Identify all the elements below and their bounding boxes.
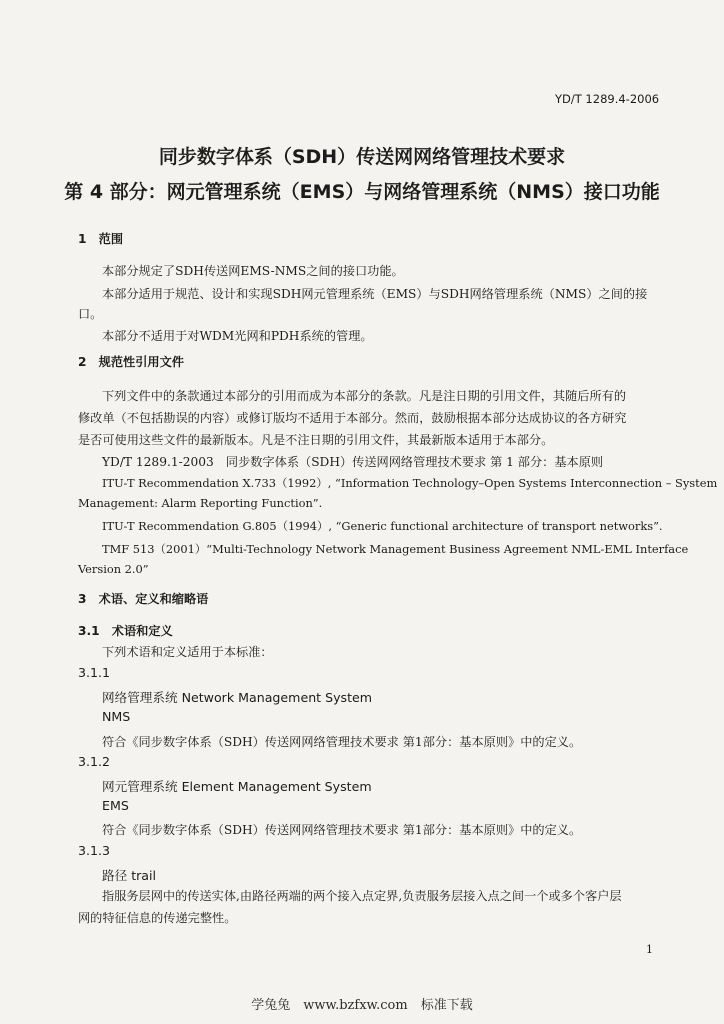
section-1-paragraph-1: 本部分规定了SDH传送网EMS-NMS之间的接口功能。 (102, 264, 404, 278)
page-number: 1 (646, 943, 653, 956)
section-1-heading: 1 范围 (78, 232, 124, 246)
reference-4-line-1: TMF 513（2001）“Multi-Technology Network Management Business Agreement NML-EML Interface (102, 542, 689, 556)
term-3-1-1-name: 网络管理系统 Network Management System (102, 690, 373, 705)
term-3-1-3-number: 3.1.3 (78, 843, 111, 858)
section-2-paragraph-line-3: 是否可使用这些文件的最新版本。凡是不注日期的引用文件，其最新版本适用于本部分。 (78, 433, 554, 447)
section-1-paragraph-3: 本部分不适用于对WDM光网和PDH系统的管理。 (102, 329, 373, 343)
term-3-1-1-number: 3.1.1 (78, 665, 111, 680)
term-3-1-2-definition: 符合《同步数字体系（SDH）传送网网络管理技术要求 第1部分：基本原则》中的定义。 (102, 823, 582, 837)
section-3-1-heading: 3.1 术语和定义 (78, 624, 173, 638)
term-3-1-2-number: 3.1.2 (78, 754, 111, 769)
term-3-1-1-definition: 符合《同步数字体系（SDH）传送网网络管理技术要求 第1部分：基本原则》中的定义。 (102, 735, 582, 749)
term-3-1-3-name: 路径 trail (102, 868, 157, 883)
document-title-line1: 同步数字体系（SDH）传送网网络管理技术要求 (158, 146, 566, 168)
section-1-paragraph-2-line-1: 本部分适用于规范、设计和实现SDH网元管理系统（EMS）与SDH网络管理系统（NMS）之间的接 (102, 287, 648, 301)
section-3-heading: 3 术语、定义和缩略语 (78, 592, 209, 606)
section-2-paragraph-line-1: 下列文件中的条款通过本部分的引用而成为本部分的条款。凡是注日期的引用文件，其随后所有的 (102, 389, 627, 403)
section-2-paragraph-line-2: 修改单（不包括勘误的内容）或修订版均不适用于本部分。然而，鼓励根据本部分达成协议的各方研究 (78, 411, 627, 425)
term-3-1-2-abbreviation: EMS (102, 798, 129, 813)
reference-4-line-2: Version 2.0” (78, 562, 149, 576)
section-2-heading: 2 规范性引用文件 (78, 355, 184, 369)
term-3-1-1-abbreviation: NMS (102, 709, 131, 724)
section-3-1-intro: 下列术语和定义适用于本标准： (102, 645, 273, 659)
section-1-paragraph-2-line-2: 口。 (78, 307, 103, 321)
term-3-1-2-name: 网元管理系统 Element Management System (102, 779, 372, 794)
reference-1: YD/T 1289.1-2003 同步数字体系（SDH）传送网网络管理技术要求 第 1 部分：基本原则 (102, 455, 604, 469)
term-3-1-3-definition-line-1: 指服务层网中的传送实体,由路径两端的两个接入点定界,负责服务层接入点之间一个或多个客户层 (102, 889, 622, 903)
reference-2-line-1: ITU-T Recommendation X.733（1992）, “Information Technology–Open Systems Interconnection – System (102, 476, 718, 490)
term-3-1-3-definition-line-2: 网的特征信息的传递完整性。 (78, 911, 237, 925)
reference-3: ITU-T Recommendation G.805（1994）, “Generic functional architecture of transport networks”. (102, 519, 663, 533)
reference-2-line-2: Management: Alarm Reporting Function”. (78, 496, 323, 510)
document-title-line2: 第 4 部分：网元管理系统（EMS）与网络管理系统（NMS）接口功能 (64, 181, 660, 203)
document-number: YD/T 1289.4-2006 (555, 92, 660, 106)
watermark-text: 学兔兔 www.bzfxw.com 标准下载 (251, 998, 473, 1013)
